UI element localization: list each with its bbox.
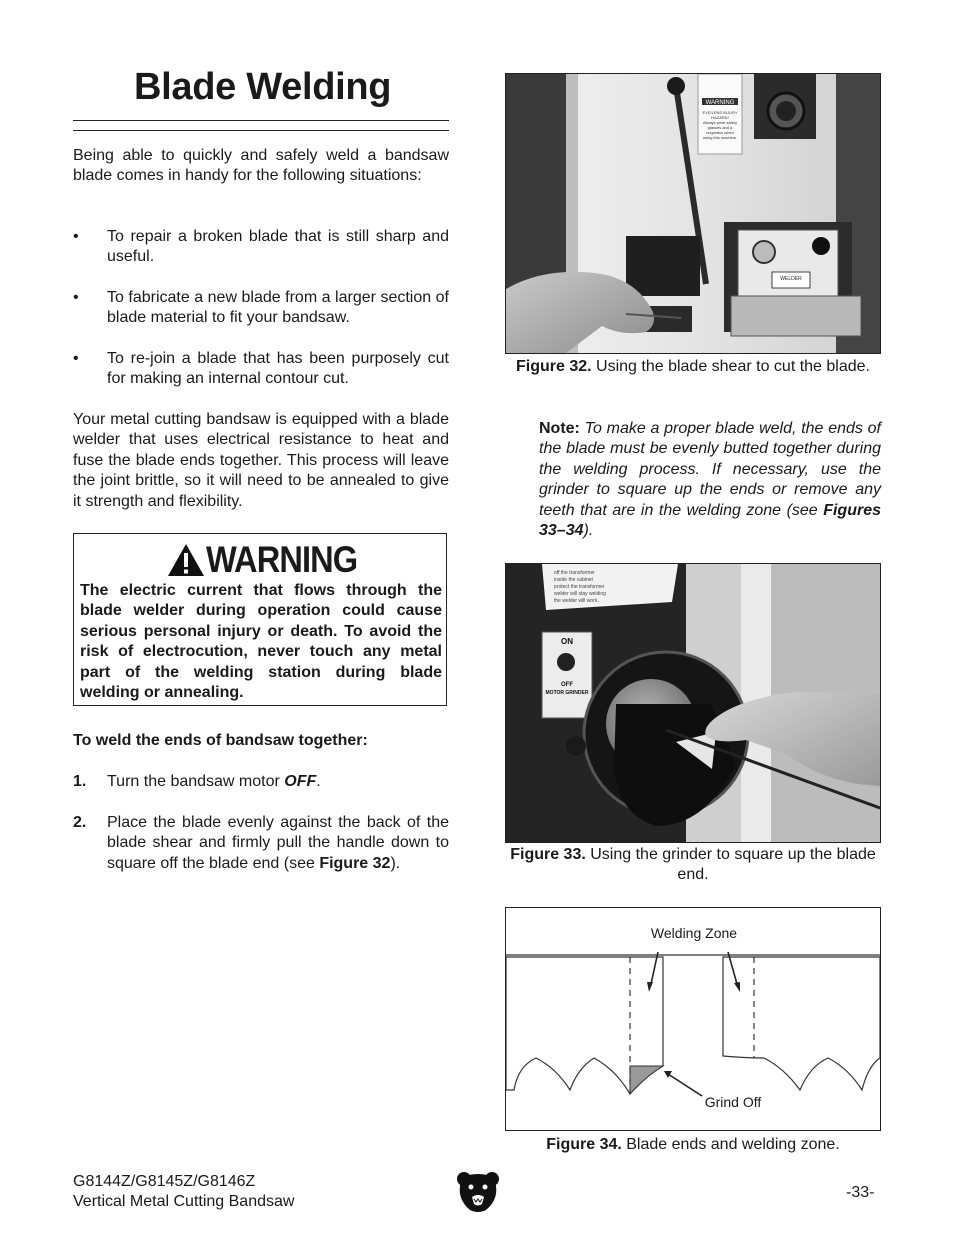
arrow-head <box>664 1071 672 1078</box>
bullet-text: To re-join a blade that has been purposely cut for making an internal contour cut. <box>107 350 449 388</box>
grind-off-arrow <box>668 1074 702 1096</box>
warning-header <box>166 540 378 580</box>
decal-text: respirator when <box>706 130 734 135</box>
blade-ends-diagram <box>506 908 880 1130</box>
decal-text: welder will stay welding <box>554 591 606 597</box>
switch-on-label: ON <box>561 637 573 646</box>
step-text <box>107 772 449 792</box>
bear-logo <box>456 1170 500 1214</box>
decal-text: using this machine. <box>702 135 738 140</box>
grind-off-label: Grind Off <box>704 1094 762 1110</box>
warning-text: The electric current that flows through the blade welder during operation could cause serious personal injury or death. To avoid the risk of electrocution, never touch any metal part of the welding station during blade welding or annealing. <box>80 582 442 702</box>
warning-box <box>73 533 447 706</box>
right-blade-end <box>723 957 880 1090</box>
caption-text: Using the grinder to square up the blade end. <box>585 846 876 884</box>
step-text <box>107 813 449 874</box>
intro-paragraph: Being able to quickly and safely weld a bandsaw blade comes in handy for the following situations: <box>73 147 449 185</box>
footer-models: G8144Z/G8145Z/G8146Z <box>73 1173 256 1190</box>
figure-32-photo <box>505 73 881 354</box>
note-text: To make a proper blade weld, the ends of the blade must be evenly butted together during the welding process. If necessary, use the grinder to square up the ends or remove any teeth that are in the welding zone (see <box>539 420 881 519</box>
figure-34-caption <box>505 1135 881 1155</box>
title-rule-bottom <box>73 130 449 131</box>
figure-label: Figure 34. <box>546 1136 622 1153</box>
figure-reference: Figure 32 <box>319 854 391 872</box>
decal-text: protect the transformer <box>554 584 605 590</box>
page-title: Blade Welding <box>134 66 392 108</box>
step-emphasis: OFF <box>284 773 317 790</box>
figure-33-photo <box>505 563 881 843</box>
title-rule-top <box>73 120 449 121</box>
bullet-item <box>73 227 449 269</box>
bullet-marker: • <box>73 289 79 306</box>
step-number: 1. <box>73 773 87 790</box>
bullet-text: To repair a broken blade that is still sharp and useful. <box>107 228 449 266</box>
bullet-item <box>73 288 449 330</box>
bullet-marker: • <box>73 228 79 245</box>
figure-label: Figure 33. <box>510 846 586 863</box>
panel-label: WELDER <box>780 276 802 282</box>
figure-33-caption <box>505 845 881 886</box>
figure-label: Figure 32. <box>516 358 592 375</box>
note-paragraph <box>539 419 881 541</box>
note-text-end: ). <box>583 522 594 540</box>
grind-off-region <box>630 1066 663 1094</box>
step-text-part: Turn the bandsaw motor <box>107 773 285 790</box>
bullet-item <box>73 349 449 391</box>
caption-text: Blade ends and welding zone. <box>621 1136 840 1153</box>
procedure-heading: To weld the ends of bandsaw together: <box>73 732 368 749</box>
decal-text: off the transformer <box>554 570 595 576</box>
step-2 <box>73 813 449 897</box>
switch-motor-label: MOTOR GRINDER <box>545 690 589 696</box>
caption-text: Using the blade shear to cut the blade. <box>591 358 870 375</box>
figure-32-caption <box>505 357 881 377</box>
decal-text: EYE/LENS INJURY <box>702 110 738 115</box>
page-number: -33- <box>846 1184 875 1201</box>
figure-34-diagram <box>505 907 881 1131</box>
decal-text: inside the cabinet <box>554 577 593 583</box>
note-label: Note: <box>539 420 580 437</box>
bear-head-icon <box>456 1170 500 1214</box>
blade-shear-photo <box>506 74 880 353</box>
step-text-part: Place the blade evenly against the back of the blade shear and firmly pull the handle down to square off the blade end (see <box>107 814 449 872</box>
figure-reference: Figures 33–34 <box>539 501 881 540</box>
step-text-part: ). <box>390 854 401 872</box>
bullet-marker: • <box>73 350 79 367</box>
switch-off-label: OFF <box>561 682 573 688</box>
decal-text: the welder will work. <box>554 598 599 604</box>
warning-triangle-icon <box>166 542 206 578</box>
step-number: 2. <box>73 814 87 831</box>
warning-heading: WARNING <box>206 539 358 580</box>
decal-text: Always wear safety <box>702 120 738 125</box>
footer-product: Vertical Metal Cutting Bandsaw <box>73 1193 295 1210</box>
step-text-part: . <box>316 773 321 790</box>
body-paragraph: Your metal cutting bandsaw is equipped with a blade welder that uses electrical resistance to heat and fuse the blade ends together. This process will leave the joint brittle, so it will need to be annealed to give it strength and flexibility. <box>73 411 449 510</box>
decal-text: glasses and a <box>707 125 733 130</box>
decal-text: HAZARD! <box>711 115 729 120</box>
welding-zone-label: Welding Zone <box>650 925 738 941</box>
grinder-photo <box>506 564 880 842</box>
bullet-text: To fabricate a new blade from a larger section of blade material to fit your bandsaw. <box>107 289 449 327</box>
decal-warning-label: WARNING <box>705 100 735 106</box>
